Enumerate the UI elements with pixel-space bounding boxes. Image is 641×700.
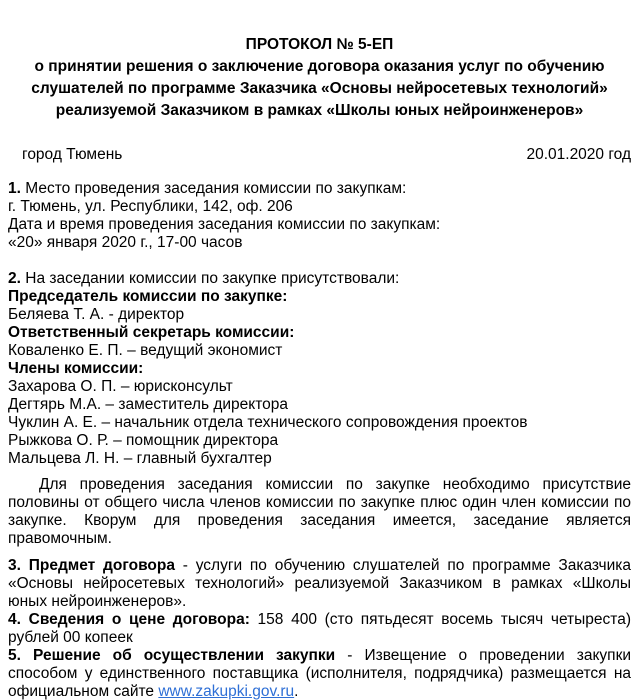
protocol-subtitle: о принятии решения о заключение договора оказания услуг по обучению слушателей по программе Заказчика «Основы нейросетевых технологий» реализуемой Заказчиком в рамках «Школы юных нейроинженеров»	[31, 58, 608, 119]
section-4-heading-text: Сведения о цене договора:	[28, 611, 250, 628]
section-2-attendees	[8, 270, 631, 468]
section-1-heading-text: Место проведения заседания комиссии по закупкам:	[25, 180, 407, 197]
section-5-number: 5.	[8, 647, 21, 664]
member-row: Мальцева Л. Н. – главный бухгалтер	[8, 450, 272, 467]
protocol-number-title: ПРОТОКОЛ № 5-ЕП	[245, 36, 394, 53]
members-title: Члены комиссии:	[8, 360, 144, 377]
secretary-title: Ответственный секретарь комиссии:	[8, 324, 295, 341]
section-3-number: 3.	[8, 557, 21, 574]
section-4-body-text: 158 400 (сто пятьдесят восемь тысяч четыреста) рублей 00 копеек	[8, 611, 631, 646]
sections-3-4-5	[8, 557, 631, 700]
city-label: город Тюмень	[22, 146, 123, 163]
venue-address: г. Тюмень, ул. Республики, 142, оф. 206	[8, 198, 293, 215]
section-5-body-text: - Извещение о проведении закупки способом у единственного поставщика (исполнителя, подрядчика) размещается на официальном сайте	[8, 647, 632, 700]
section-1-heading	[8, 180, 631, 198]
datetime-label: Дата и время проведения заседания комиссии по закупкам:	[8, 216, 441, 233]
document-title-block	[8, 34, 631, 122]
datetime-value: «20» января 2020 г., 17-00 часов	[8, 234, 243, 251]
section-5-decision	[8, 647, 631, 700]
secretary-name: Коваленко Е. П. – ведущий экономист	[8, 342, 283, 359]
section-4-price	[8, 611, 631, 647]
member-row: Рыжкова О. Р. – помощник директора	[8, 432, 279, 449]
member-row: Захарова О. П. – юрисконсульт	[8, 378, 233, 395]
section-5-trailing-text: .	[294, 683, 299, 700]
section-4-number: 4.	[8, 611, 21, 628]
section-5-heading-text: Решение об осуществлении закупки	[33, 647, 336, 664]
chairman-title: Председатель комиссии по закупке:	[8, 288, 288, 305]
zakupki-link[interactable]: www.zakupki.gov.ru	[158, 683, 295, 700]
member-row: Дегтярь М.А. – заместитель директора	[8, 396, 289, 413]
section-2-number: 2.	[8, 270, 21, 287]
quorum-paragraph: Для проведения заседания комиссии по закупке необходимо присутствие половины от общего числа членов комиссии по закупке плюс один член комиссии по закупке. Кворум для проведения заседания имеется, заседание является правомочным.	[8, 476, 631, 547]
city-date-row	[8, 146, 631, 164]
section-2-heading-text: На заседании комиссии по закупке присутствовали:	[25, 270, 400, 287]
section-3-heading-text: Предмет договора	[28, 557, 175, 574]
section-3-body-text: - услуги по обучению слушателей по программе Заказчика «Основы нейросетевых технологий» реализуемой Заказчиком в рамках «Школы юных нейроинженеров».	[8, 557, 631, 610]
section-1-venue	[8, 180, 631, 252]
date-label: 20.01.2020 год	[526, 146, 631, 163]
chairman-name: Беляева Т. А. - директор	[8, 306, 185, 323]
section-2-heading	[8, 270, 631, 288]
member-row: Чуклин А. Е. – начальник отдела технического сопровождения проектов	[8, 414, 528, 431]
section-3-subject	[8, 557, 631, 611]
section-1-number: 1.	[8, 180, 21, 197]
